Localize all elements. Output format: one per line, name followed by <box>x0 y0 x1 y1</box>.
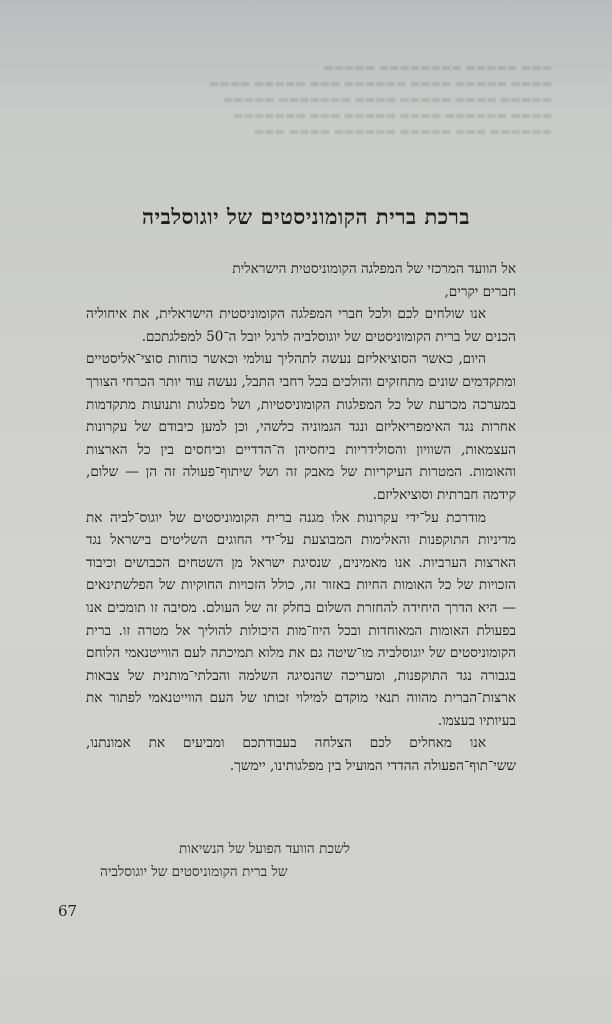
address-line: אל הוועד המרכזי של המפלגה הקומוניסטית הישראלית <box>232 261 516 277</box>
paragraph: מודרכת על־ידי עקרונות אלו מגנה ברית הקומוניסטים של יוגוס־לביה את מדיניות התוקפנות והאלימות המבוצעת על־ידי החוגים השליטים בישראל נגד הארצות הערביות. אנו מאמינים, שנסיגת ישראל מן השטחים הכבושים וכיבוד הזכויות של כל האומות החיות באזור זה, כולל הזכויות החוקיות של הפלשתינאים — היא הדרך היחידה להחזרת השלום בחלק זה של העולם. מסיבה זו תומכים אנו בפעולת האומות המאוחדות ובכל היוז־מות היכולות להוליך אל מטרה זו. ברית הקומוניסטים של יוגוסלביה מו־שיטה גם את מלוא תמיכתה לעם הווייטנאמי הלוחם בגבורה נגד התוקפנות, ומעריכה שהנסיגה השלמה והבלתי־מותנית של צבאות ארצות־הברית מהווה תנאי מוקדם למילוי זכותו של העם הווייטנאמי לפתור את בעיותיו בעצמו. <box>86 509 516 729</box>
paragraph: אנו שולחים לכם ולכל חברי המפלגה הקומוניסטית הישראלית, את איחוליה הכנים של ברית הקומוניסטים של יוגוסלביה לרגל יובל ה־50 למפלגתכם. <box>86 306 516 345</box>
signature-line: של ברית הקומוניסטים של יוגוסלביה <box>100 864 288 880</box>
paragraph: אנו מאחלים לכם הצלחה בעבודתכם ומביעים את אמונתנו, ששי־תוף־הפעולה ההדדי המועיל בין מפלגותינו, יימשך. <box>86 735 516 775</box>
page-number: 67 <box>58 902 78 920</box>
page-title: ברכת ברית הקומוניסטים של יוגוסלביה <box>142 204 470 229</box>
show-through-text: ▬▬▬ ▬▬▬▬▬ ▬▬▬▬▬▬▬▬ ▬▬▬▬▬ ▬▬▬▬ ▬▬▬▬▬ ▬▬▬▬ ▬▬▬▬▬▬ ▬▬▬ ▬▬▬▬▬ ▬▬▬▬ ▬▬▬▬▬ ▬▬▬▬ ▬▬▬▬▬ ▬▬▬▬ ▬▬▬▬▬▬▬ ▬▬▬▬▬ ▬▬▬▬ ▬▬▬▬▬▬ ▬▬▬▬ ▬▬▬▬▬ ▬▬▬ ▬▬▬▬▬▬▬ ▬▬▬▬▬▬ ▬▬▬ ▬▬▬▬▬ ▬▬▬▬▬▬ ▬▬▬▬ ▬▬▬ <box>208 61 552 138</box>
paragraph: היום, כאשר הסוציאליזם נעשה לתהליך עולמי וכאשר כוחות סוצי־אליסטיים ומתקדמים שונים מתחזקים והולכים בכל רחבי התבל, נעשה עוד יותר הכרחי הצורך במערכה מכרעת של כל המפלגות הקומוניסטיות, ושל מפלגות ותנועות מתקדמות אחרות נגד האימפריאליזם ונגד הגמוניה כלשהי, וכן למען כיבודם של עקרונות העצמאות, השוויון והסולידריות ביחסיהן ה־הדדיים וביחסים בין כל הארצות והאומות. המטרות העיקריות של מאבק זה ושל שיתוף־פעולה זה הן — שלום, קידמה חברתית וסוציאליזם. <box>86 351 516 503</box>
signature-line: לשכת הוועד הפועל של הנשיאות <box>178 841 350 857</box>
letter-body <box>86 258 516 778</box>
signature-block <box>100 838 350 884</box>
salutation: חברים יקרים, <box>444 283 516 300</box>
